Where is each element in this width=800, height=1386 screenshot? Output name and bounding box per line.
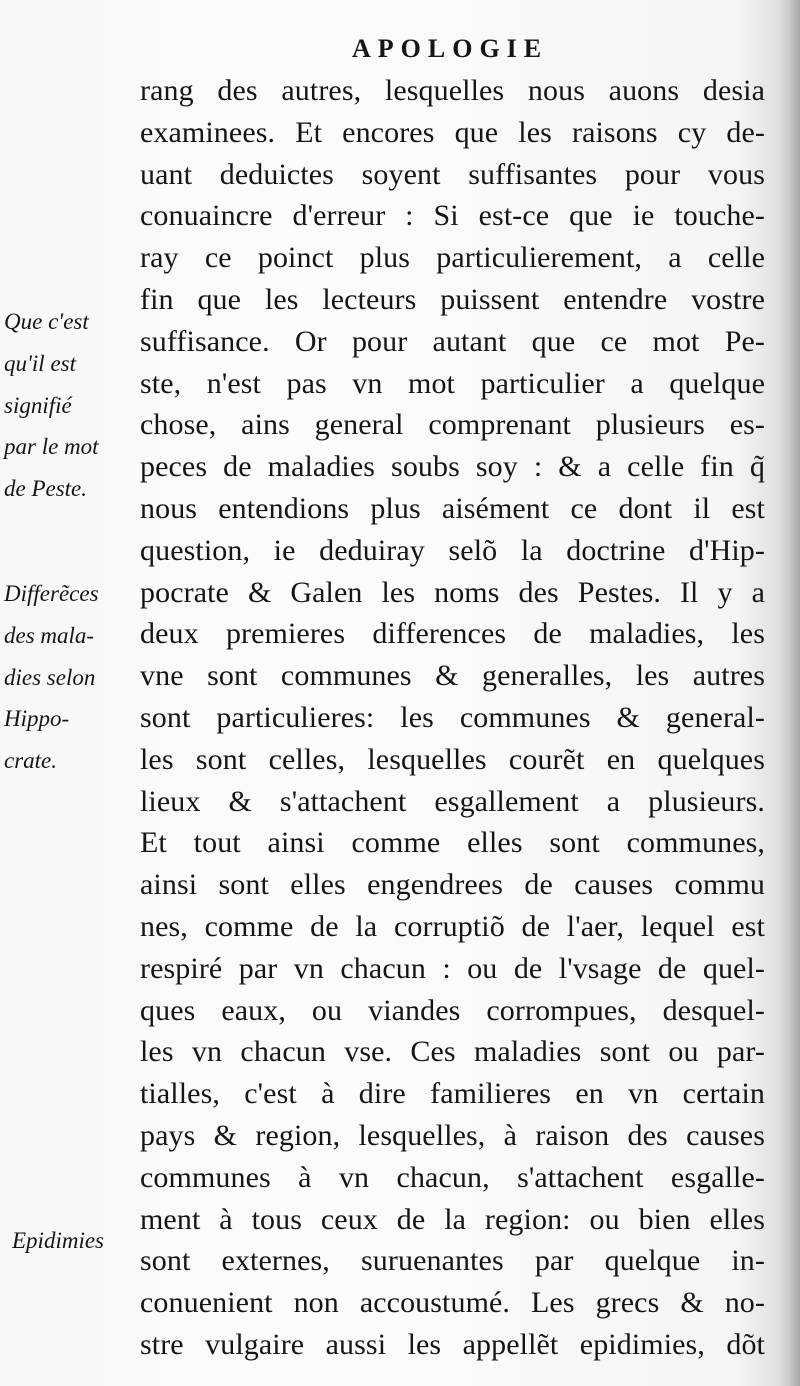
text-line: conuaincre d'erreur : Si est-ce que ie touche- [140, 199, 765, 233]
margin-note-line: dies selon [4, 664, 96, 690]
text-line: ste, n'est pas vn mot particulier a quelque [140, 366, 765, 400]
text-line: suffisance. Or pour autant que ce mot Pe- [140, 324, 765, 358]
margin-note-peste [4, 301, 144, 510]
text-line: chose, ains general comprenant plusieurs es- [140, 408, 765, 442]
text-line: pays & region, lesquelles, à raison des causes [140, 1118, 765, 1152]
text-line: examinees. Et encores que les raisons cy de- [140, 115, 765, 149]
margin-note-differences [4, 573, 144, 782]
text-line: communes à vn chacun, s'attachent esgalle- [140, 1160, 765, 1194]
running-head: APOLOGIE [352, 34, 549, 63]
text-line: stre vulgaire aussi les appellẽt epidimies, dõt [140, 1327, 765, 1361]
text-line: uant deduictes soyent suffisantes pour vous [140, 157, 765, 191]
text-line: ques eaux, ou viandes corrompues, desquel- [140, 993, 765, 1027]
margin-note-line: Differẽces [4, 581, 99, 606]
text-line: tialles, c'est à dire familieres en vn certain [140, 1077, 765, 1111]
page-gutter-shadow [778, 0, 800, 1386]
text-line: rang des autres, lesquelles nous auons desia [140, 74, 765, 107]
text-line: les sont celles, lesquelles courẽt en quelques [140, 742, 765, 776]
text-line: sont externes, suruenantes par quelque in- [140, 1244, 765, 1278]
text-line: Et tout ainsi comme elles sont communes, [140, 826, 765, 860]
text-line: nous entendions plus aisément ce dont il est [140, 491, 765, 525]
margin-note-epidimies [12, 1220, 152, 1262]
text-line: lieux & s'attachent esgallement a plusieurs. [140, 784, 765, 818]
text-line: les vn chacun vse. Ces maladies sont ou par- [140, 1035, 765, 1069]
text-line: conuenient non accoustumé. Les grecs & no- [140, 1286, 765, 1320]
body-text [140, 70, 765, 1366]
text-line: question, ie deduiray selõ la doctrine d'Hip- [140, 533, 765, 567]
margin-note-line: Epidimies [12, 1228, 104, 1253]
margin-note-line: de Peste. [4, 476, 88, 502]
text-line: nes, comme de la corruptiõ de l'aer, lequel est [140, 909, 765, 943]
margin-note-line: Que c'est [4, 309, 89, 334]
margin-note-line: par le mot [4, 434, 99, 460]
margin-note-line: des mala- [4, 622, 95, 648]
text-line: ray ce poinct plus particulierement, a celle [140, 241, 765, 275]
text-line: sont particulieres: les communes & general- [140, 700, 765, 734]
text-line: ment à tous ceux de la region: ou bien elles [140, 1202, 765, 1236]
margin-note-line: signifié [4, 392, 72, 418]
text-line: deux premieres differences de maladies, les [140, 617, 765, 651]
margin-note-line: qu'il est [4, 350, 76, 376]
margin-note-line: Hippo- [4, 706, 70, 732]
text-line: respiré par vn chacun : ou de l'vsage de quel- [140, 951, 765, 985]
text-line: pocrate & Galen les noms des Pestes. Il y a [140, 575, 765, 609]
text-line: peces de maladies soubs soy : & a celle fin q̃ [140, 450, 765, 484]
text-line: fin que les lecteurs puissent entendre vostre [140, 282, 765, 316]
margin-note-line: crate. [4, 748, 58, 774]
text-line: vne sont communes & generalles, les autres [140, 659, 765, 693]
text-line: ainsi sont elles engendrees de causes commu [140, 868, 765, 902]
